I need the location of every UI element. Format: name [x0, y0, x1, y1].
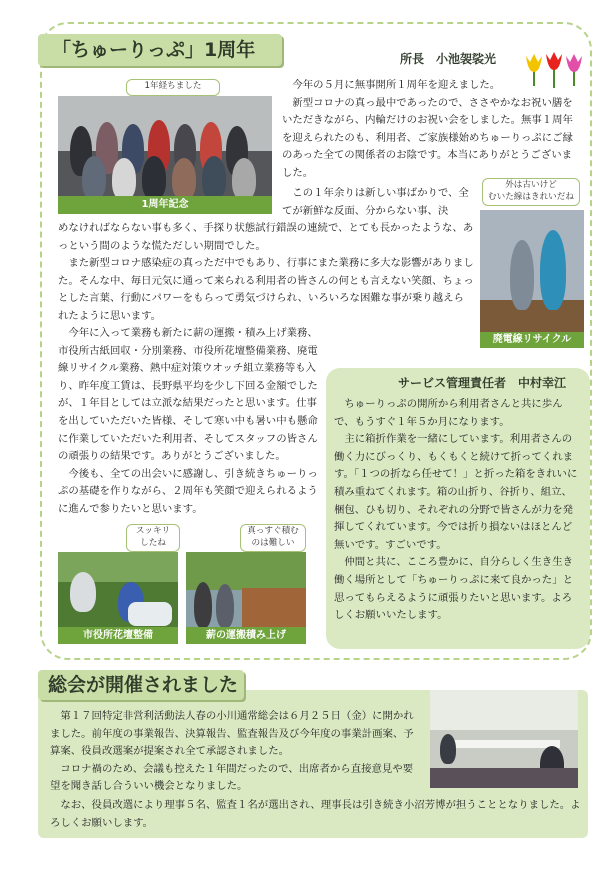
bubble-line: したね [140, 538, 166, 548]
service-manager-text [334, 396, 582, 625]
bubble-line: 真っすぐ積む [247, 526, 299, 536]
paragraph: 今年に入って業務も新たに薪の運搬・積み上げ業務、市役所古紙回収・分別業務、市役所花壇整備業務、廃電線リサイクル業務、熱中症対策ウオッチ組立業務等も入り、昨年度工賃は、長野県平均を少し下回る金額でしたが、１年目としては立派な結果だったと思います。仕事を出していただいた皆様、そして寒い中も暑い中も懸命に作業していただいた利用者、そしてスタッフの皆さんの頑張りの結果です。ありがとうございました。 [58, 327, 318, 463]
paragraph: 第１７回特定非営利活動法人春の小川通常総会は６月２５日（金）に開かれました。前年度の事業報告、決算報告、監査報告及び今年度の事業計画案、予算案、役員改選案が提案され全て承認されました。 [50, 710, 414, 758]
wood-bubble [240, 524, 306, 552]
meeting-text-full [50, 797, 582, 832]
section-title-meeting: 総会が開催されました [38, 670, 244, 700]
director-intro-text [282, 77, 582, 183]
wood-caption: 薪の運搬積み上げ [186, 627, 306, 644]
bubble-line: むいた線はきれいだね [488, 192, 574, 202]
meeting-photo [430, 690, 578, 788]
photo-bubble: 1年経ちました [126, 79, 220, 96]
paragraph: めなければならない事も多く、手探り状態試行錯誤の連続で、とても長かったような、あっという間のような慌ただしい期間でした。 [58, 222, 474, 252]
paragraph: 仲間と共に、こころ豊かに、自分らしく生き生き働く場所として「ちゅーりっぷに来て良かった」と思ってもらえるように頑張りたいと思います。よろしくお願いいたします。 [334, 556, 573, 622]
director-intro-cont [282, 185, 476, 220]
paragraph: また新型コロナ感染症の真っただ中でもあり、行事にまた業務に多大な影響がありました。そんな中、毎日元気に通って来られる利用者の皆さんの何とも言えない笑顔、ちょっとした言葉、行動にパワーをもらって勇気づけられ、いろいろな困難な事が乗り越えられたように思います。 [58, 257, 474, 322]
paragraph: 新型コロナの真っ最中であったので、ささやかなお祝い膳をいただきながら、内輪だけのお祝い会をしました。無事１周年を迎えられたのも、利用者、ご家族様始めちゅーりっぷにご縁のあった全ての関係者のお陰です。本当にありがとうございました。 [282, 96, 573, 179]
recycle-caption: 廃電線リサイクル [480, 332, 584, 348]
director-body-text [58, 220, 474, 326]
bubble-line: 外は古いけど [505, 180, 557, 190]
section-title-anniversary: 「ちゅーりっぷ」1周年 [38, 34, 282, 66]
recycle-photo [480, 210, 584, 348]
bubble-line: スッキリ [135, 526, 171, 536]
director-left-text [58, 325, 318, 519]
paragraph: ちゅーりっぷの開所から利用者さんと共に歩んで、もうすぐ１年５か月になります。 [334, 398, 563, 428]
author-service-manager: サービス管理責任者 中村幸江 [398, 376, 567, 390]
garden-caption: 市役所花壇整備 [58, 627, 178, 644]
author-director: 所長 小池袈裟光 [400, 52, 497, 66]
paragraph: 主に箱折作業を一緒にしています。利用者さんの働く力にびっくり、もくもくと続けて折ってくれます。「１つの折なら任せて！」と折った箱をきれいに積み重ねてくれます。箱の山折り、谷折り、組立、梱包、ひも切り、それぞれの分野で皆さんが力を発揮してくれています。今では折り損ないはほとんど無いです。すごいです。 [334, 433, 578, 551]
bubble-line: のは難しい [251, 538, 295, 548]
recycle-bubble [482, 178, 580, 206]
paragraph: 今年の５月に無事開所１周年を迎えました。 [292, 79, 501, 91]
paragraph: この１年余りは新しい事ばかりで、全てが新鮮な反面、分からない事、決 [282, 187, 469, 217]
meeting-text [50, 708, 422, 796]
paragraph: 今後も、全ての出会いに感謝し、引き続きちゅーりっぷの基礎を作りながら、２周年も笑顔で迎えられるように進んで参りたいと思います。 [58, 467, 318, 515]
photo-caption: 1周年記念 [58, 196, 272, 214]
paragraph: コロナ禍のため、会議も控えた１年間だったので、出席者から直接意見や要望を聞き話し合ういい機会となりました。 [50, 762, 414, 793]
paragraph: なお、役員改選により理事５名、監査１名が選出され、理事長は引き続き小沼芳博が担うこととなりました。よろしくお願いします。 [50, 799, 581, 829]
garden-bubble [126, 524, 180, 552]
